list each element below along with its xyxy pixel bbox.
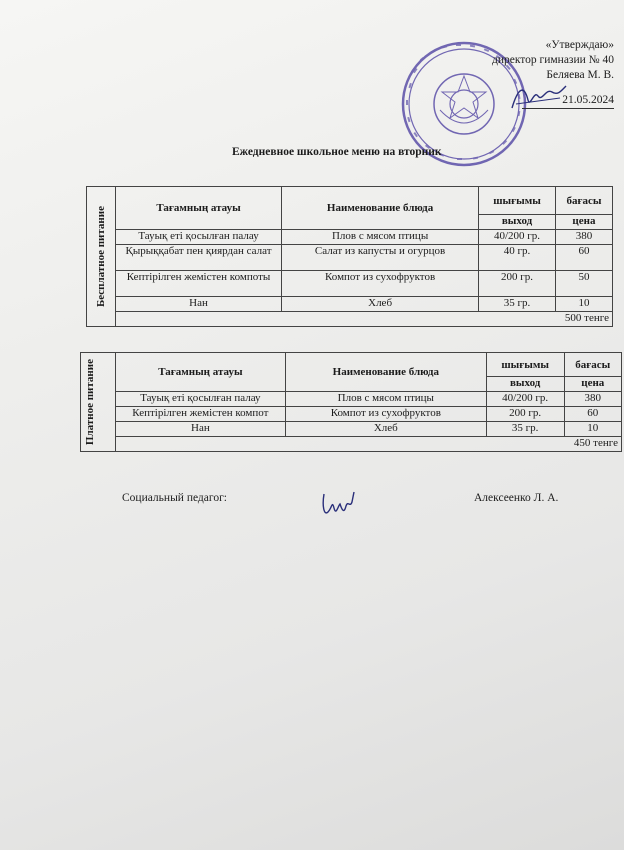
paid-meal-total: 450 тенге [115, 437, 621, 452]
table-row: Тауық еті қосылған палау Плов с мясом птицы 40/200 гр. 380 [81, 392, 622, 407]
header-price-ru: цена [564, 377, 621, 392]
director-signature-icon [508, 78, 568, 114]
page-title: Ежедневное школьное меню на вторник [232, 146, 442, 158]
table-row: Кептірілген жемістен компот Компот из сухофруктов 200 гр. 60 [81, 407, 622, 422]
paid-meal-table [80, 352, 622, 452]
header-price-ru: цена [555, 215, 612, 230]
header-output-ru: выход [479, 215, 556, 230]
director-name: Беляева М. В. [546, 69, 614, 81]
footer-name: Алексеенко Л. А. [474, 492, 559, 504]
free-meal-side-label: Бесплатное питание [87, 187, 116, 327]
paid-meal-side-label: Платное питание [81, 353, 116, 452]
header-name-ru: Наименование блюда [285, 353, 486, 392]
header-output-kz: шығымы [479, 187, 556, 215]
table-row: Қырыққабат пен қиярдан салат Салат из капусты и огурцов 40 гр. 60 [87, 245, 613, 271]
header-output-ru: выход [486, 377, 564, 392]
table-row: Тауық еті қосылған палау Плов с мясом птицы 40/200 гр. 380 [87, 230, 613, 245]
table-row: Нан Хлеб 35 гр. 10 [87, 297, 613, 312]
free-meal-table [86, 186, 613, 327]
header-price-kz: бағасы [564, 353, 621, 377]
footer-role: Социальный педагог: [122, 492, 227, 504]
header-price-kz: бағасы [555, 187, 612, 215]
free-meal-total: 500 тенге [116, 312, 613, 327]
approve-label: «Утверждаю» [545, 39, 614, 51]
table-row: Нан Хлеб 35 гр. 10 [81, 422, 622, 437]
header-name-kz: Тағамның атауы [115, 353, 285, 392]
table-row: Кептірілген жемістен компоты Компот из сухофруктов 200 гр. 50 [87, 271, 613, 297]
approval-date: 21.05.2024 [522, 93, 614, 109]
director-position: директор гимназии № 40 [491, 54, 614, 66]
header-name-ru: Наименование блюда [282, 187, 479, 230]
pedagog-signature-icon [318, 488, 362, 522]
header-output-kz: шығымы [486, 353, 564, 377]
header-name-kz: Тағамның атауы [116, 187, 282, 230]
